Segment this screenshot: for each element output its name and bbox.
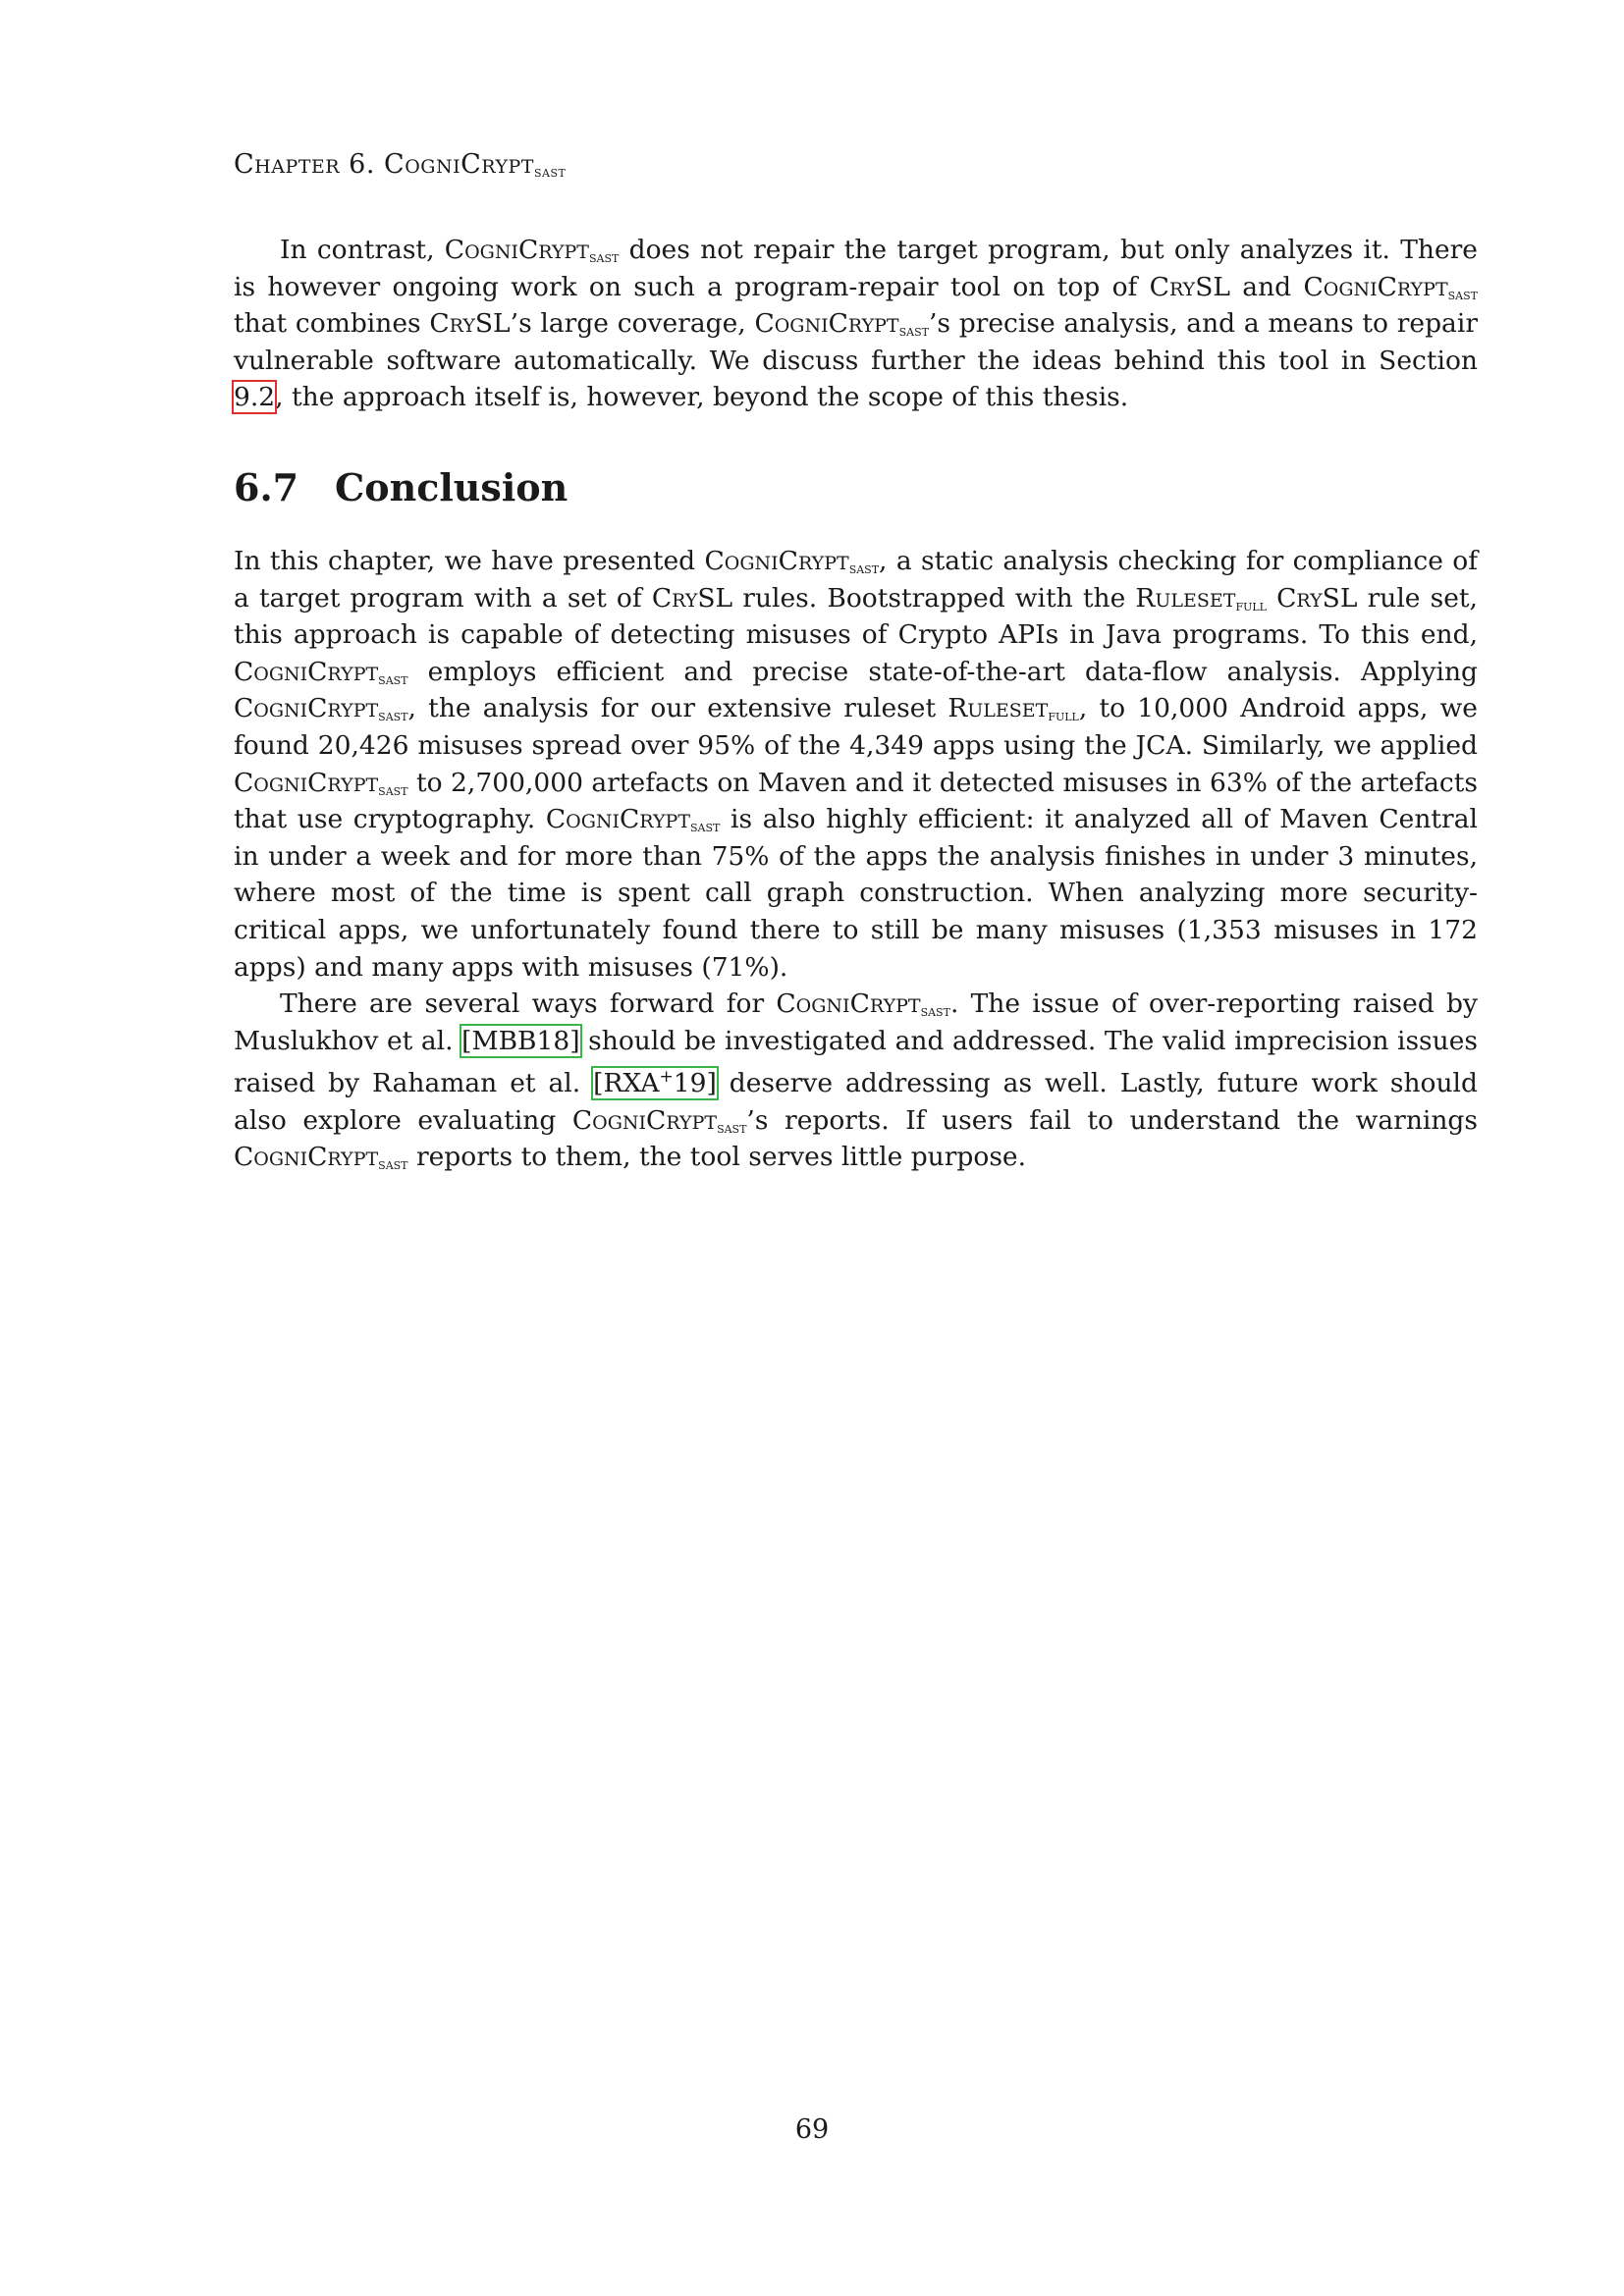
tool-name: CogniCrypt — [234, 1142, 379, 1173]
tool-subscript: sast — [378, 707, 408, 725]
conclusion-paragraph-1 — [234, 543, 1478, 986]
text-run: rules. Bootstrapped with the — [732, 582, 1136, 614]
section-title: Conclusion — [335, 465, 568, 509]
text-run: , the approach itself is, however, beyond the scope of this thesis. — [275, 382, 1129, 413]
citation-link-mbb18[interactable]: [MBB18] — [461, 1025, 580, 1056]
crysl-name: CrySL — [1276, 582, 1358, 614]
tool-name: CogniCrypt — [234, 656, 379, 687]
text-run: , the analysis for our extensive ruleset — [407, 693, 948, 724]
citation-text: 19] — [673, 1068, 717, 1099]
section-heading — [234, 465, 568, 509]
section-reference-link[interactable]: 9.2 — [234, 382, 276, 413]
tool-subscript: sast — [378, 1155, 408, 1174]
ruleset-name: Ruleset — [1135, 582, 1236, 614]
ruleset-subscript: full — [1235, 596, 1267, 614]
conclusion-body — [234, 543, 1478, 1176]
tool-subscript: sast — [898, 322, 929, 341]
tool-subscript: sast — [717, 1118, 747, 1137]
intro-paragraph — [234, 232, 1478, 416]
tool-name: CogniCrypt — [776, 988, 921, 1020]
text-run: employs efficient and precise state-of-the-art data-flow analysis. Applying — [407, 656, 1478, 687]
text-run: ’s reports. If users fail to understand the warnings — [746, 1104, 1478, 1136]
tool-subscript: sast — [1447, 285, 1478, 303]
tool-name: CogniCrypt — [545, 804, 691, 835]
text-run: is also highly efficient: it analyzed all of Maven Central in under a week and for more than 75% of the apps the analysis finishes in under 3 minutes, where most of the time is spent call graph construction. When analyzing more security-critical apps, we unfortunately found there to still be many misuses (1,353 misuses in 172 apps) and many apps with misuses (71%). — [234, 804, 1479, 983]
text-run: , to 10,000 Android apps, we found 20,426 misuses spread over 95% of the 4,349 apps using the JCA. Similarly, we applied — [234, 693, 1478, 761]
page-number: 69 — [794, 2114, 830, 2145]
tool-name: CogniCrypt — [444, 235, 589, 265]
chapter-label: Chapter 6. — [234, 149, 375, 180]
ruleset-name: Ruleset — [947, 693, 1049, 724]
tool-subscript: sast — [378, 669, 408, 688]
intro-paragraph-block — [234, 232, 1478, 416]
text-run: In contrast, — [280, 235, 445, 265]
text-run: In this chapter, we have presented — [234, 546, 705, 576]
tool-name: CogniCrypt — [571, 1104, 718, 1136]
tool-name: CogniCrypt — [234, 693, 379, 724]
tool-subscript: sast — [588, 248, 620, 266]
section-number: 6.7 — [234, 465, 299, 509]
text-run: rule set, this approach is capable of detecting misuses of Crypto APIs in Java programs. To this end, — [234, 582, 1478, 651]
text-run: , a static analysis checking for compliance of a target program with a set of — [234, 546, 1478, 614]
text-run: does not repair the target program, but only analyzes it. There is however ongoing work on such a program-repair tool on top of — [234, 235, 1478, 302]
citation-superscript: + — [659, 1067, 674, 1088]
text-run: deserve addressing as well. Lastly, future work should also explore evaluating — [234, 1068, 1478, 1136]
tool-name: CogniCrypt — [234, 767, 379, 798]
text-run: that combines — [234, 308, 430, 340]
citation-link-rxa19[interactable] — [593, 1068, 717, 1098]
text-run: There are several ways forward for — [280, 988, 777, 1020]
tool-subscript: sast — [690, 818, 721, 836]
text-run: . The issue of over-reporting raised by Muslukhov et al. — [234, 988, 1478, 1056]
tool-name: CogniCrypt — [754, 308, 899, 340]
crysl-name: CrySL — [1149, 271, 1230, 302]
tool-subscript: sast — [533, 163, 567, 181]
tool-subscript: sast — [920, 1002, 950, 1021]
tool-subscript: sast — [848, 560, 880, 577]
tool-name: CogniCrypt — [384, 149, 534, 180]
text-run: ’s large coverage, — [510, 308, 755, 340]
tool-name: CogniCrypt — [1303, 271, 1448, 302]
text-run: to 2,700,000 artefacts on Maven and it detected misuses in 63% of the artefacts that use cryptography. — [234, 767, 1478, 835]
text-run — [1267, 583, 1276, 614]
tool-subscript: sast — [378, 780, 408, 799]
crysl-name: CrySL — [651, 582, 733, 614]
citation-text: [RXA — [593, 1068, 660, 1099]
tool-name: CogniCrypt — [704, 546, 849, 576]
text-run: should be investigated and addressed. The valid imprecision issues raised by Rahaman et al. — [234, 1025, 1479, 1099]
text-run: and — [1229, 271, 1304, 302]
ruleset-subscript: full — [1048, 707, 1079, 725]
conclusion-paragraph-2 — [234, 986, 1478, 1176]
running-head — [234, 149, 566, 180]
text-run: ’s precise analysis, and a means to repair vulnerable software automatically. We discuss further the ideas behind this tool in Section — [234, 308, 1478, 376]
text-run: reports to them, the tool serves little purpose. — [407, 1142, 1027, 1173]
crysl-name: CrySL — [429, 308, 511, 340]
